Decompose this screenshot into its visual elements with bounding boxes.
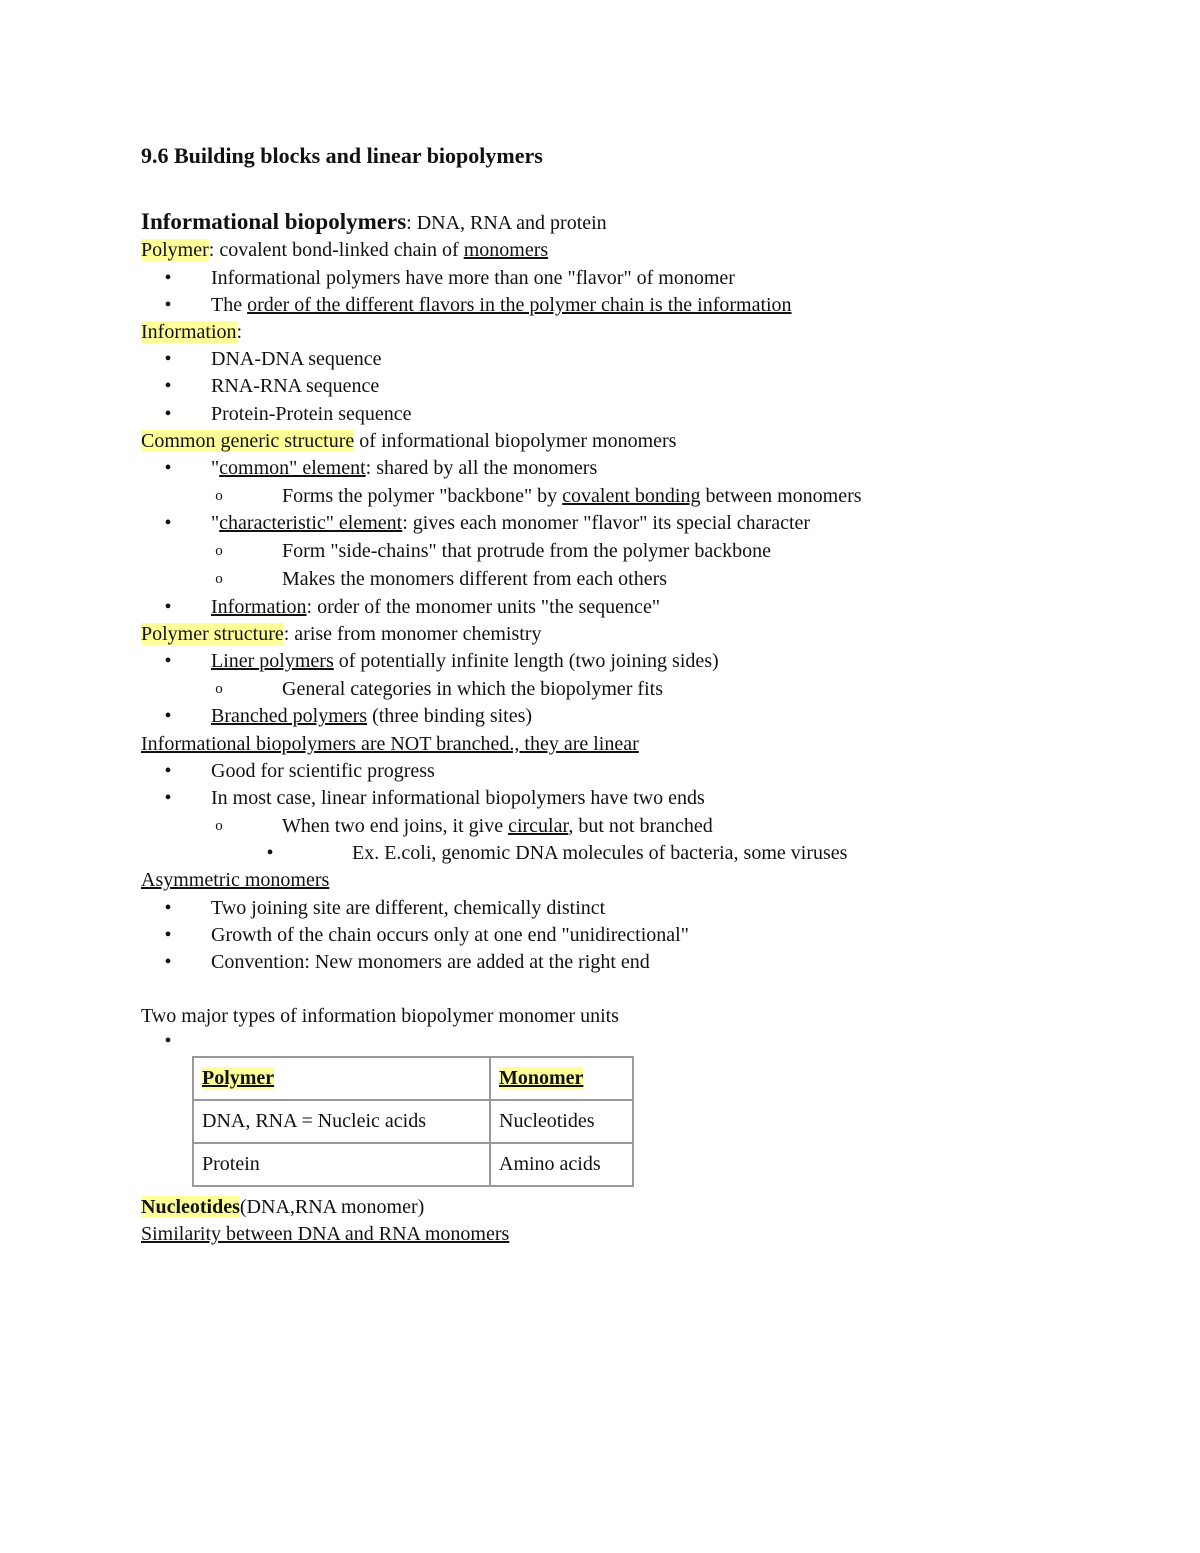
list-item-text: Form "side-chains" that protrude from the polymer backbone [282,540,771,562]
table-header-cell [490,1057,633,1100]
list-item-underlined: order of the different flavors in the polymer chain is the information [247,294,792,316]
list-item [164,293,792,317]
similarity-heading: Similarity between DNA and RNA monomers [141,1223,510,1245]
list-item [164,374,380,398]
linear-heading: Informational biopolymers are NOT branched., they are linear [141,733,639,755]
quote: " [211,512,220,534]
bullet-marker: • [164,787,172,809]
heading-text: : arise from monomer chemistry [283,623,542,645]
circle-marker: o [215,488,223,504]
list-item-text: Good for scientific progress [211,760,435,782]
table-cell: Amino acids [490,1143,633,1186]
list-item-text: Informational polymers have more than one "flavor" of monomer [211,267,735,289]
list-item [164,511,811,535]
list-item-text: General categories in which the biopolymer fits [282,678,663,700]
term-informational-biopolymers: Informational biopolymers [141,209,407,234]
term-polymer-structure: Polymer structure [141,623,284,645]
list-item [164,347,382,371]
page-title: 9.6 Building blocks and linear biopolymers [141,143,543,168]
list-item-underlined: common" element [219,457,366,479]
bullet-marker: • [266,842,274,864]
bullet-marker: • [164,951,172,973]
list-item-text: Convention: New monomers are added at the right end [211,951,650,973]
intro-text: : DNA, RNA and protein [406,212,607,234]
circle-marker: o [215,681,223,697]
table-cell: Protein [193,1143,490,1186]
sub-list-item [215,814,713,838]
header-polymer: Polymer [202,1067,275,1089]
list-item-text: : shared by all the monomers [365,457,598,479]
polymer-monomer-table [192,1056,634,1187]
circle-marker: o [215,818,223,834]
bullet-marker: • [164,650,172,672]
sub-list-item [215,567,668,591]
polymer-definition [141,238,548,262]
list-item [164,759,435,783]
list-item-text: between monomers [700,485,862,507]
list-item-text: Two joining site are different, chemically distinct [211,897,606,919]
bullet-marker: • [164,512,172,534]
list-item-text: The [211,294,248,316]
bullet-marker: • [164,375,172,397]
list-item-text: Protein-Protein sequence [211,403,412,425]
table-header-cell [193,1057,490,1100]
table-row [193,1100,633,1143]
list-item [164,649,719,673]
list-item-text: Forms the polymer "backbone" by [282,485,563,507]
list-item-text: DNA-DNA sequence [211,348,382,370]
bullet-marker: • [164,403,172,425]
circle-marker: o [215,543,223,559]
sub-list-item [215,539,771,563]
circle-marker: o [215,571,223,587]
common-structure-heading [141,429,676,453]
list-item-text: of potentially infinite length (two joining sides) [333,650,719,672]
table-row [193,1143,633,1186]
list-item-text: When two end joins, it give [282,815,509,837]
list-item [164,456,598,480]
list-item-text: , but not branched [568,815,713,837]
list-item-underlined: Information [211,596,307,618]
bullet-marker: • [164,705,172,727]
sub-sub-list-item [266,841,848,865]
list-item-text: : gives each monomer "flavor" its special character [402,512,811,534]
term-nucleotides: Nucleotides [141,1196,240,1218]
bullet-marker: • [164,457,172,479]
bullet-marker: • [164,267,172,289]
list-item-text: Growth of the chain occurs only at one end "unidirectional" [211,924,689,946]
list-item [164,950,650,974]
sub-list-item [215,484,862,508]
nucleotides-heading [141,1195,424,1219]
polymer-def-text: : covalent bond-linked chain of [208,239,464,261]
bullet-marker: • [164,760,172,782]
list-item-text: RNA-RNA sequence [211,375,380,397]
sub-list-item [215,677,663,701]
quote: " [211,457,220,479]
heading-text: (DNA,RNA monomer) [239,1196,425,1218]
polymer-def-underlined: monomers [463,239,549,261]
term-information: Information [141,321,237,343]
header-monomer: Monomer [499,1067,584,1089]
bullet-marker: • [164,596,172,618]
bullet-marker: • [164,897,172,919]
term-common-generic-structure: Common generic structure [141,430,355,452]
table-header-row [193,1057,633,1100]
list-item-text: : order of the monomer units "the sequence" [306,596,660,618]
table-cell: Nucleotides [490,1100,633,1143]
list-item [164,923,689,947]
bullet-marker: • [164,924,172,946]
polymer-structure-heading [141,622,541,646]
list-item-text: Ex. E.coli, genomic DNA molecules of bacteria, some viruses [352,842,848,864]
list-item-text: Makes the monomers different from each others [282,568,668,590]
list-item-underlined: Liner polymers [211,650,334,672]
list-item-text: (three binding sites) [367,705,533,727]
list-item [164,896,606,920]
bullet-marker: • [164,348,172,370]
bullet-marker: • [164,294,172,316]
asymmetric-heading: Asymmetric monomers [141,869,330,891]
list-item-underlined: characteristic" element [219,512,403,534]
list-item [164,402,412,426]
bullet-marker: • [164,1030,172,1052]
intro-line [141,210,607,235]
list-item [164,704,533,728]
list-item-underlined: Branched polymers [211,705,368,727]
information-heading [141,320,242,344]
list-item-underlined: covalent bonding [562,485,701,507]
list-item-underlined: circular [508,815,569,837]
heading-text: of informational biopolymer monomers [354,430,677,452]
term-polymer: Polymer [141,239,209,261]
monomer-types-heading: Two major types of information biopolymer monomer units [141,1005,619,1027]
list-item-text: In most case, linear informational biopolymers have two ends [211,787,705,809]
list-item [164,595,660,619]
list-item [164,786,705,810]
colon: : [236,321,243,343]
table-cell: DNA, RNA = Nucleic acids [193,1100,490,1143]
list-item [164,266,735,290]
